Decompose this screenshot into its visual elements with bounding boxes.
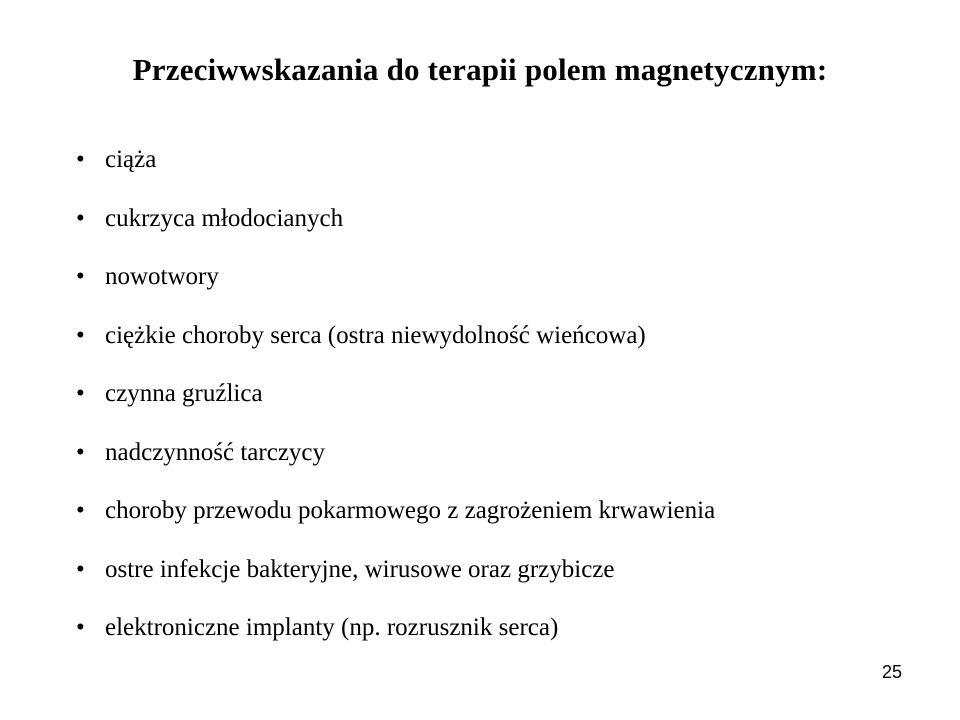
list-item — [76, 140, 715, 199]
list-item-text: choroby przewodu pokarmowego z zagrożeniem krwawienia — [105, 497, 716, 524]
bullet-icon: • — [76, 555, 85, 583]
list-item-text: elektroniczne implanty (np. rozrusznik serca) — [105, 614, 559, 641]
slide-title: Przeciwwskazania do terapii polem magnetycznym: — [132, 52, 828, 87]
list-item-text: ciąża — [105, 146, 157, 173]
page-number: 25 — [881, 662, 902, 682]
list-item — [76, 608, 715, 667]
bullet-icon: • — [76, 204, 85, 232]
list-item-text: ostre infekcje bakteryjne, wirusowe oraz grzybicze — [105, 555, 615, 583]
list-item-text: czynna gruźlica — [105, 380, 263, 407]
list-item — [76, 374, 715, 433]
list-item — [76, 199, 715, 258]
bullet-icon: • — [76, 263, 85, 290]
list-item-text: nadczynność tarczycy — [105, 438, 326, 466]
contraindications-list — [76, 140, 715, 667]
list-item — [76, 316, 715, 375]
bullet-icon: • — [76, 497, 85, 524]
bullet-icon: • — [76, 438, 85, 466]
list-item-text: nowotwory — [105, 263, 219, 290]
list-item-text: cukrzyca młodocianych — [105, 204, 344, 232]
list-item — [76, 433, 715, 492]
list-item — [76, 491, 715, 550]
list-item — [76, 550, 715, 609]
bullet-icon: • — [76, 380, 85, 407]
bullet-icon: • — [76, 146, 85, 173]
bullet-icon: • — [76, 321, 85, 349]
list-item — [76, 257, 715, 316]
bullet-icon: • — [76, 614, 85, 641]
list-item-text: ciężkie choroby serca (ostra niewydolność wieńcowa) — [105, 321, 646, 349]
